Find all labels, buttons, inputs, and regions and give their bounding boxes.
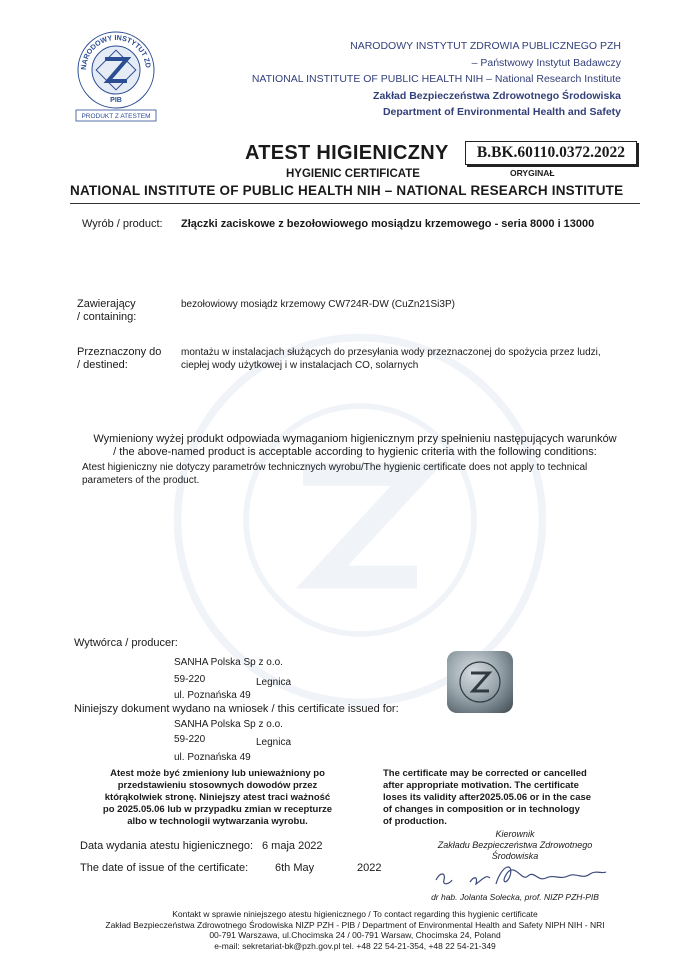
document-subtitle: HYGIENIC CERTIFICATE xyxy=(286,168,420,180)
destined-label: Przeznaczony do / destined: xyxy=(77,346,162,371)
issued-for-label: Niniejszy dokument wydano na wniosek / this certificate issued for: xyxy=(74,703,399,715)
institute-logo xyxy=(72,28,160,124)
issued-for-city: Legnica xyxy=(256,737,292,748)
department-pl: Zakład Bezpieczeństwa Zdrowotnego Środowiska xyxy=(373,89,621,102)
institute-name-en: NATIONAL INSTITUTE OF PUBLIC HEALTH NIH – National Research Institute xyxy=(251,73,621,85)
issued-for-name: SANHA Polska Sp z o.o. xyxy=(174,719,283,730)
product-value: Złączki zaciskowe z bezołowiowego mosiądzu krzemowego - seria 8000 i 13000 xyxy=(181,218,595,230)
handwritten-signature xyxy=(430,858,610,892)
institute-banner: NATIONAL INSTITUTE OF PUBLIC HEALTH NIH – NATIONAL RESEARCH INSTITUTE xyxy=(70,183,624,198)
svg-text:PIB: PIB xyxy=(110,97,122,104)
signatory-role: Kierownik xyxy=(495,829,535,839)
svg-text:PZH: PZH xyxy=(115,75,117,76)
institute-header xyxy=(252,38,621,121)
issued-for-postal: 59-220 xyxy=(174,734,206,745)
logo-seal-icon xyxy=(72,28,160,124)
certificate-number: B.BK.60110.0372.2022 xyxy=(465,141,637,165)
issued-for-street: ul. Poznańska 49 xyxy=(174,752,251,763)
hologram-seal xyxy=(447,651,513,713)
validity-text-pl: Atest może być zmieniony lub unieważniony po przedstawieniu stosownych dowodów przez którąkolwiek stronę. Niniejszy atest traci ważność po 2025.05.06 lub w przypadku zmian w recepturze albo w technologii wytwarzania wyrobu. xyxy=(102,768,333,827)
producer-city: Legnica xyxy=(256,677,292,688)
validity-text-en: The certificate may be corrected or cancelled after appropriate motivation. The certificate loses its validity after2025.05.06 or in the case of changes in composition or in technology of production. xyxy=(383,768,592,827)
containing-label: Zawierający / containing: xyxy=(77,298,137,323)
conditions-statement: Wymieniony wyżej produkt odpowiada wymaganiom higienicznym przy spełnieniu następujących warunków / the above-named product is acceptable according to hygienic criteria with the following conditions: xyxy=(93,433,617,458)
issue-date-label-pl: Data wydania atestu higienicznego: xyxy=(80,840,254,852)
producer-label: Wytwórca / producer: xyxy=(74,637,178,649)
conditions-note: Atest higieniczny nie dotyczy parametrów technicznych wyrobu/The hygienic certificate does not apply to technical parameters of the product. xyxy=(82,462,588,486)
hologram-icon xyxy=(447,651,513,713)
svg-text:NARODOWY INSTYTUT ZDROWIA PUBL: NARODOWY INSTYTUT ZD xyxy=(78,32,153,71)
signatory-dept-2: Środowiska xyxy=(491,851,539,861)
issue-date-value-pl: 6 maja 2022 xyxy=(262,840,323,852)
destined-value: montażu w instalacjach służących do przesyłania wody przeznaczonej do spożycia przez ludzi, ciepłej wody użytkowej i w instalacjach CO, solarnych xyxy=(181,347,601,371)
contact-footer: Kontakt w sprawie niniejszego atestu higienicznego / To contact regarding this hygienic certificate Zakład Bezpieczeństwa Zdrowotnego Środowiska NIZP PZH - PIB / Department of Environmental Health and Safety NIPH NIH - NRI 00-791 Warszawa, ul.Chocimska 24 / 00-791 Warsaw, Chocimska 24, Poland e-mail: sekretariat-bk@pzh.gov.pl tel. +48 22 54-21-354, +48 22 54-21-349 xyxy=(105,909,605,951)
institute-status-pl: – Państwowy Instytut Badawczy xyxy=(471,56,621,69)
producer-name: SANHA Polska Sp z o.o. xyxy=(174,657,283,668)
original-stamp: ORYGINAŁ xyxy=(510,168,555,178)
department-en: Department of Environmental Health and Safety xyxy=(382,106,621,118)
issue-date-year-en: 2022 xyxy=(357,862,382,874)
signatory-name: dr hab. Jolanta Solecka, prof. NIZP PZH-PIB xyxy=(431,892,599,902)
containing-value: bezołowiowy mosiądz krzemowy CW724R-DW (CuZn21Si3P) xyxy=(181,299,455,310)
product-label: Wyrób / product: xyxy=(82,218,163,230)
institute-name-pl: NARODOWY INSTYTUT ZDROWIA PUBLICZNEGO PZH xyxy=(350,40,621,52)
svg-text:PRODUKT Z ATESTEM: PRODUKT Z ATESTEM xyxy=(81,113,151,120)
signatory-dept: Zakładu Bezpieczeństwa Zdrowotnego xyxy=(437,840,593,850)
document-title: ATEST HIGIENICZNY xyxy=(245,142,449,164)
producer-street: ul. Poznańska 49 xyxy=(174,690,251,701)
header-divider xyxy=(70,203,640,204)
issue-date-day-en: 6th May xyxy=(275,862,315,874)
issue-date-label-en: The date of issue of the certificate: xyxy=(80,862,249,874)
producer-postal: 59-220 xyxy=(174,674,206,685)
